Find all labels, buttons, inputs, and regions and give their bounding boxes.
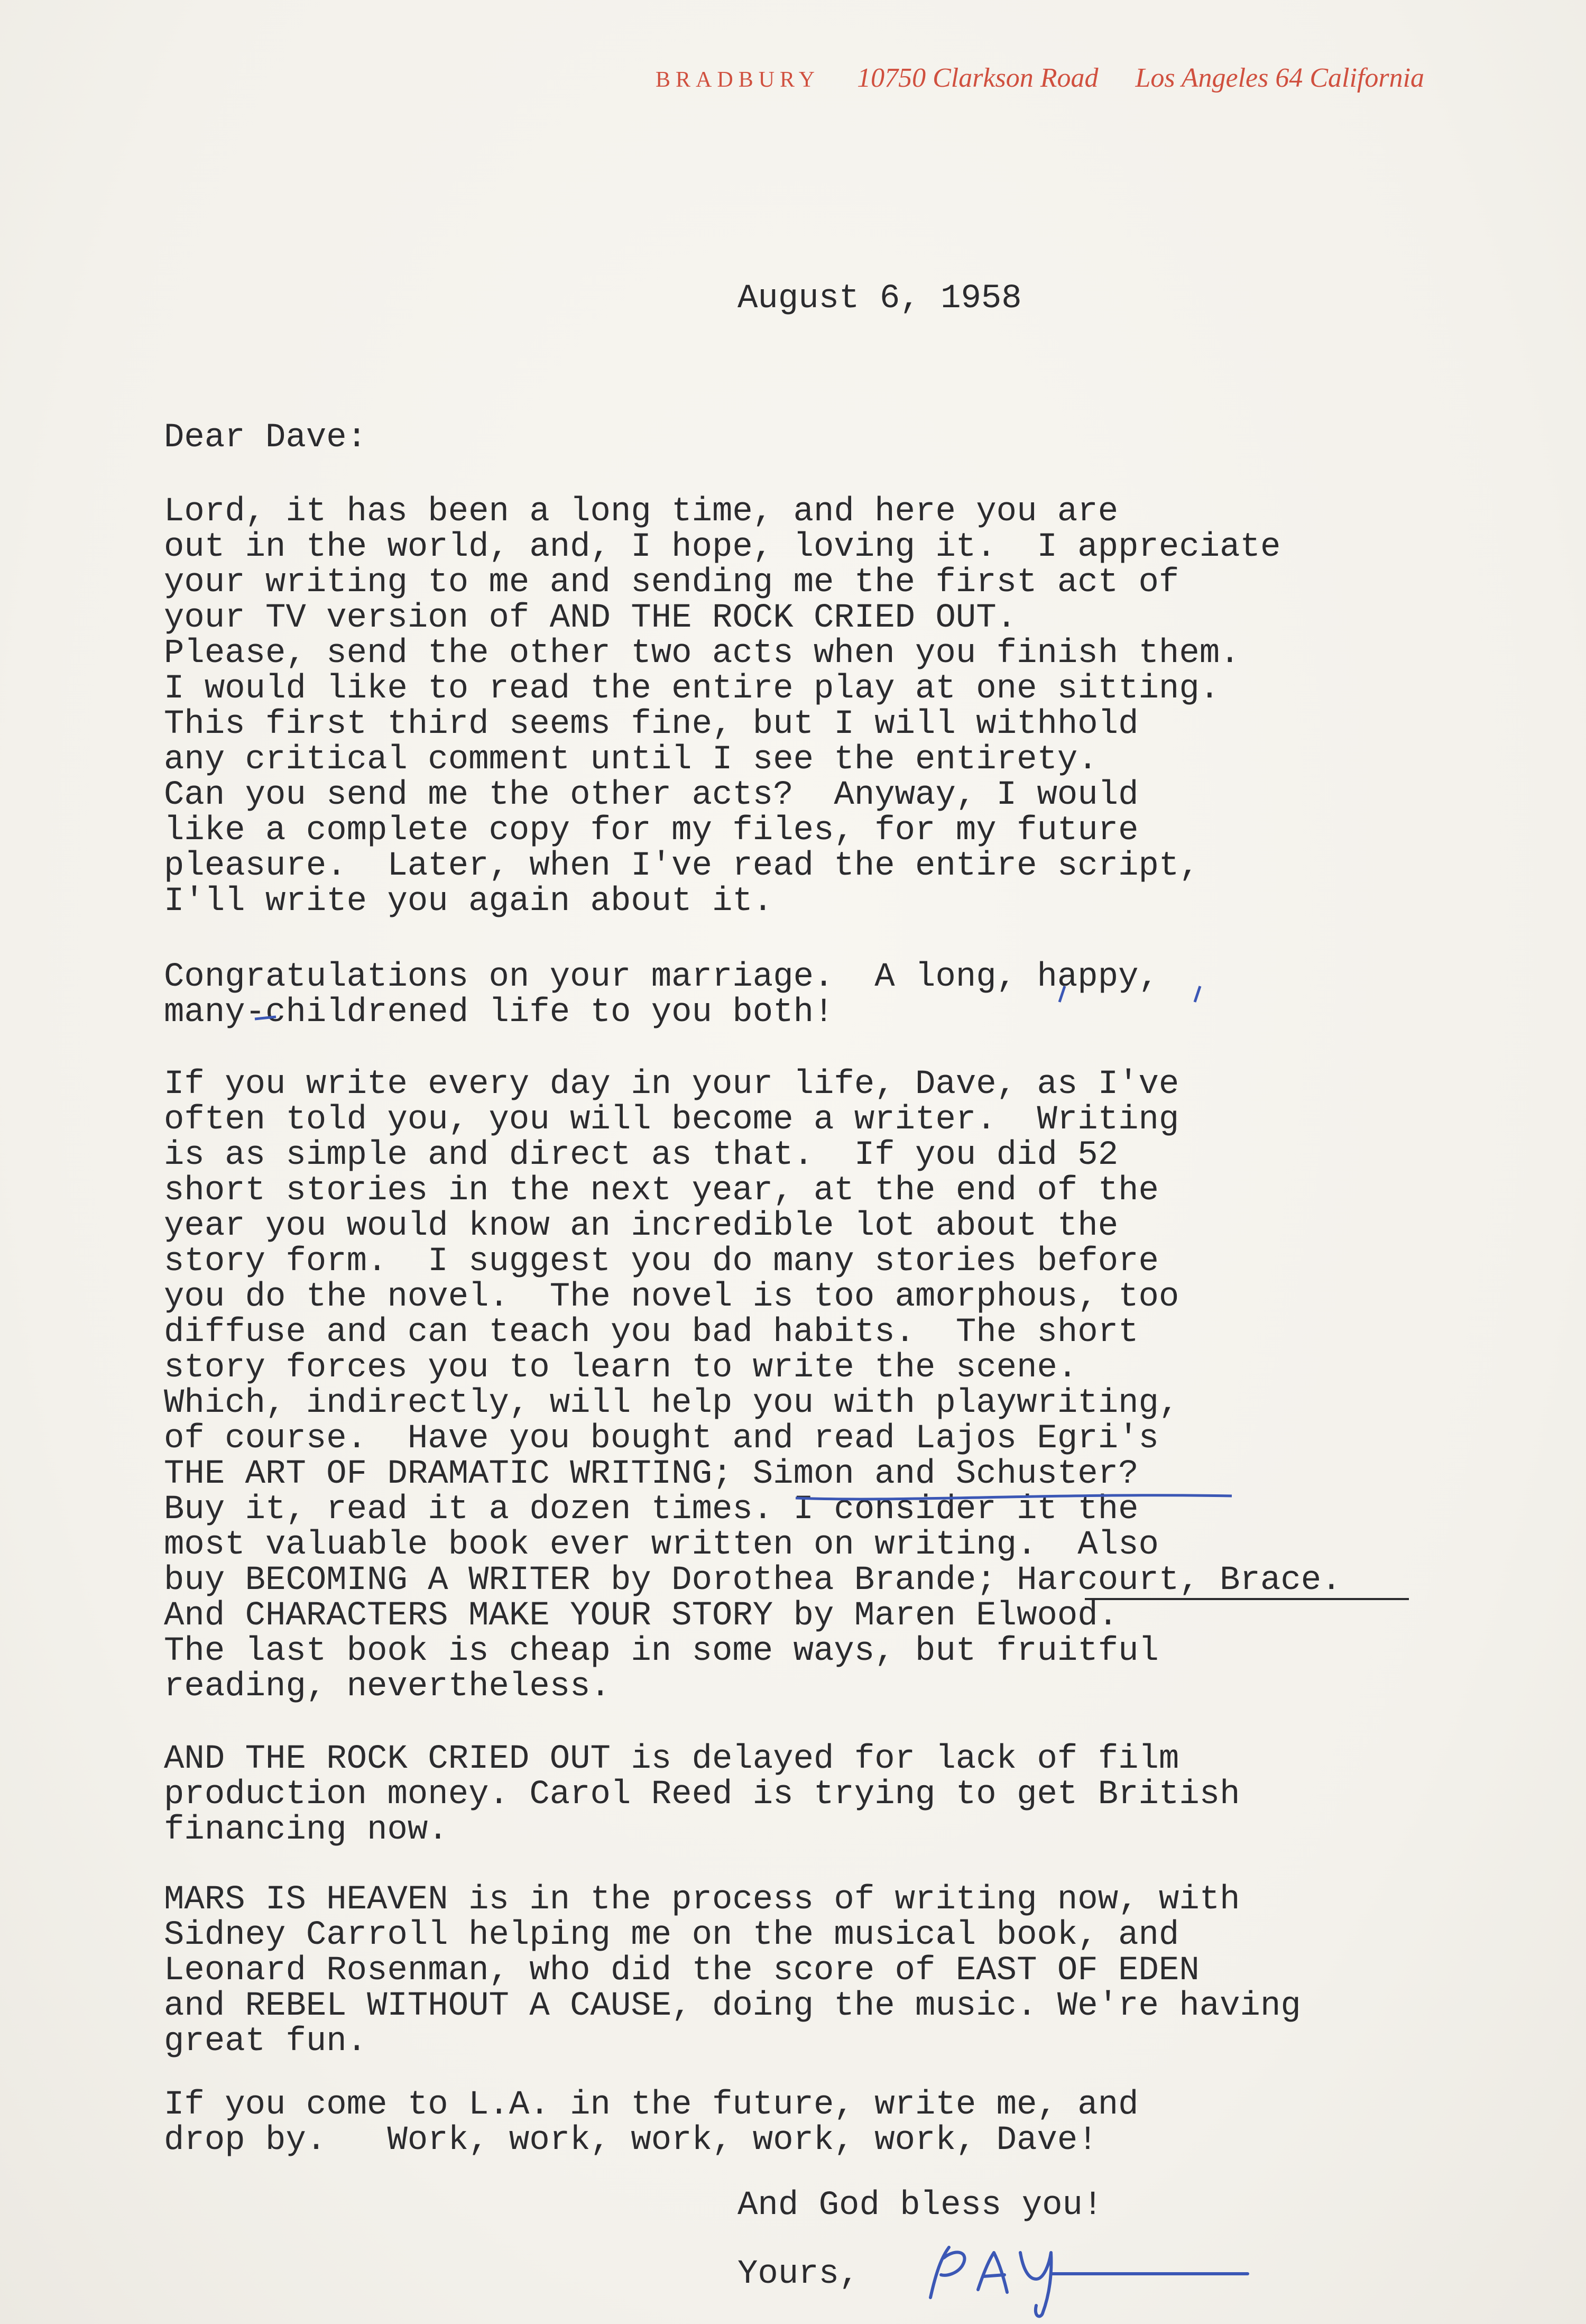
closing-line: And God bless you! (737, 2187, 1103, 2225)
letterhead (656, 62, 1565, 94)
paragraph-2: Congratulations on your marriage. A long, happy, many-childrened life to you both! (164, 958, 1159, 1032)
paragraph-6: If you come to L.A. in the future, write me, and drop by. Work, work, work, work, work, Dave! (164, 2086, 1139, 2160)
letterhead-street: 10750 Clarkson Road (857, 63, 1099, 93)
letterhead-city: Los Angeles 64 California (1135, 63, 1425, 93)
paragraph-1: Lord, it has been a long time, and here you are out in the world, and, I hope, loving it. I appreciate your writing to me and sending me the first act of your TV version of AND THE ROCK CRIED OUT. Please, send the other two acts when you finish them. I would like to read the entire play at one sitting. This first third seems fine, but I will withhold any critical comment until I see the entirety. Can you send me the other acts? Anyway, I would like a complete copy for my files, for my future pleasure. Later, when I've read the entire script, I'll write you again about it. (164, 493, 1281, 921)
paragraph-4: AND THE ROCK CRIED OUT is delayed for lack of film production money. Carol Reed is trying to get British financing now. (164, 1740, 1240, 1849)
salutation: Dear Dave: (164, 419, 367, 457)
handwritten-signature (920, 2226, 1258, 2321)
paragraph-5: MARS IS HEAVEN is in the process of writing now, with Sidney Carroll helping me on the musical book, and Leonard Rosenman, who did the score of EAST OF EDEN and REBEL WITHOUT A CAUSE, doing the music. We're having great fun. (164, 1881, 1301, 2061)
paragraph-3: If you write every day in your life, Dave, as I've often told you, you will become a writer. Writing is as simple and direct as that. If you did 52 short stories in the next year, at the end of the year you would know an incredible lot about the story form. I suggest you do many stories before you do the novel. The novel is too amorphous, too diffuse and can teach you bad habits. The short story forces you to learn to write the scene. Which, indirectly, will help you with playwriting, of course. Have you bought and read Lajos Egri's THE ART OF DRAMATIC WRITING; Simon and Schuster? Buy it, read it a dozen times. I consider it the most valuable book ever written on writing. Also buy BECOMING A WRITER by Dorothea Brande; Harcourt, Brace. And CHARACTERS MAKE YOUR STORY by Maren Elwood. The last book is cheap in some ways, but fruitful reading, nevertheless. (164, 1065, 1342, 1706)
signoff-line: Yours, (737, 2255, 860, 2293)
letter-date: August 6, 1958 (737, 280, 1022, 318)
letterhead-name: BRADBURY (656, 68, 820, 92)
